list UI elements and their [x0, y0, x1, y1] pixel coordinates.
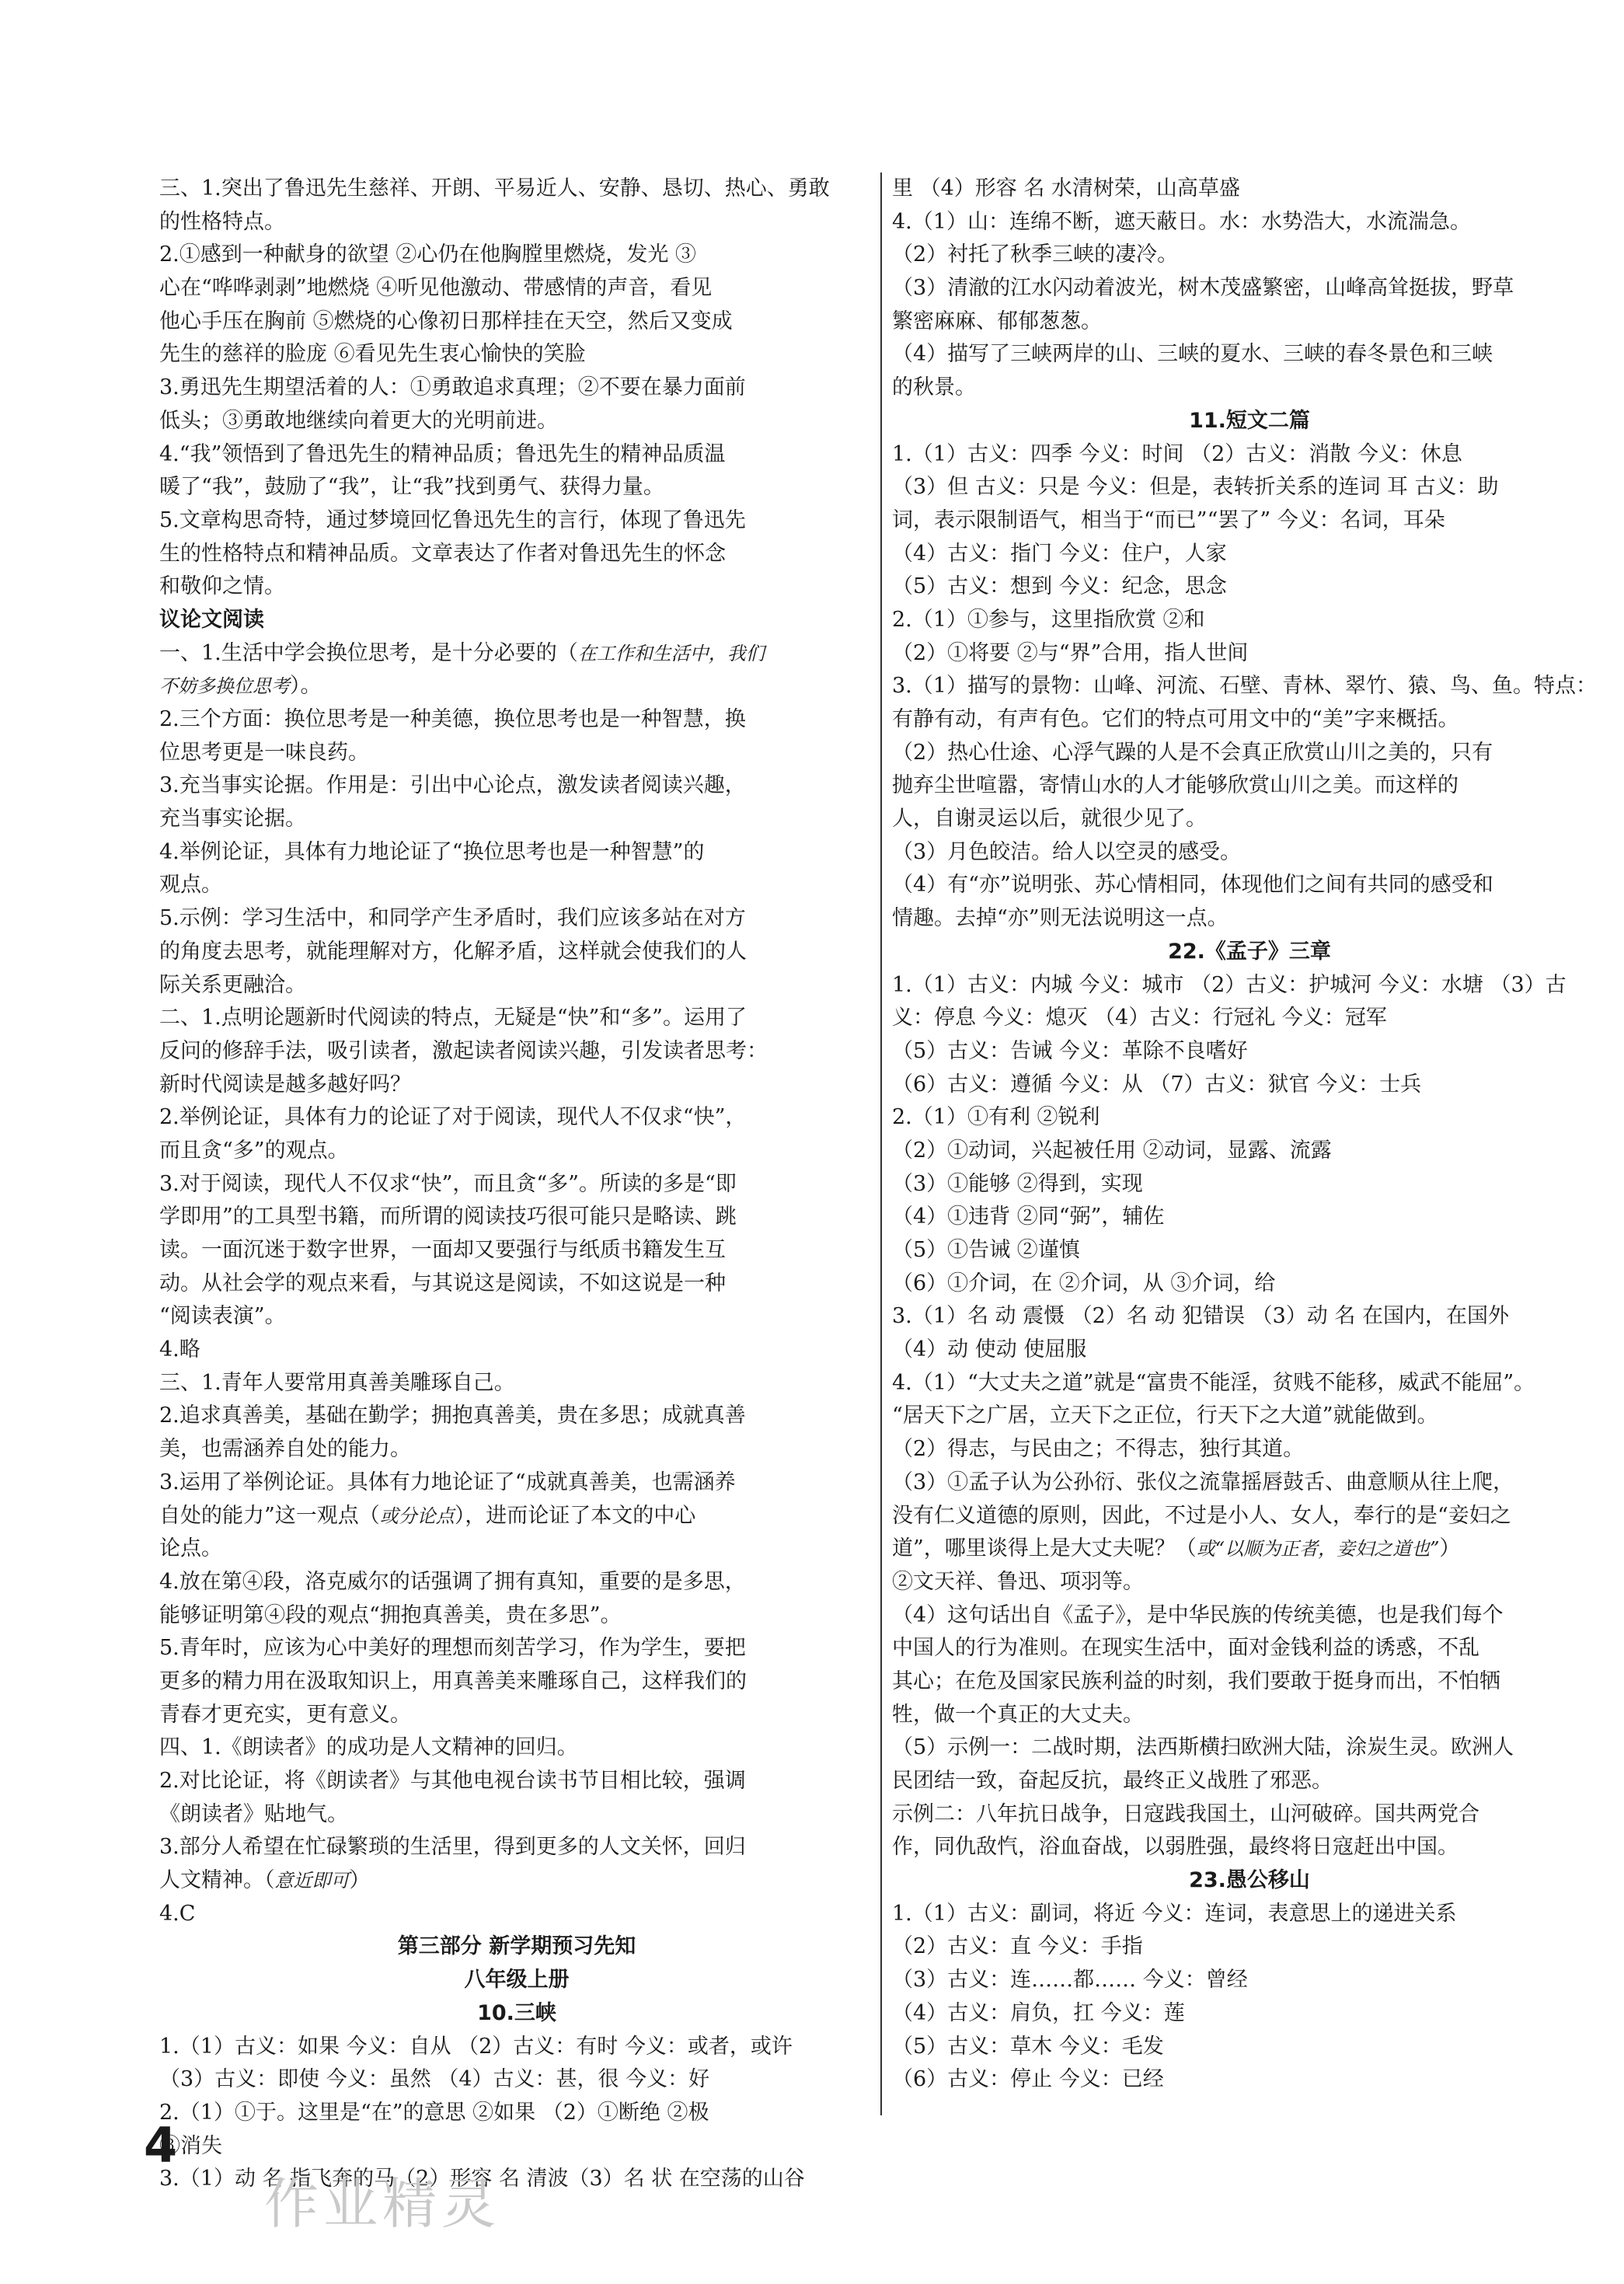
line-text: （6）古义：遵循 今义：从 （7）古义：狱官 今义：士兵	[892, 1072, 1422, 1097]
answer-line	[159, 1201, 874, 1234]
left-column	[159, 173, 874, 2196]
answer-line	[892, 969, 1607, 1003]
line-text: 的性格特点。	[159, 209, 285, 234]
line-text: ②文天祥、鲁迅、项羽等。	[892, 1569, 1144, 1594]
answer-line	[159, 1864, 874, 1898]
line-text: （6）①介词，在 ②介词，从 ③介词，给	[892, 1271, 1276, 1295]
line-text: （2）古义：直 今义：手指	[892, 1934, 1143, 1959]
answer-line	[159, 371, 874, 405]
line-text-after: ）。	[290, 674, 322, 699]
answer-line	[159, 2130, 874, 2164]
line-text: 自处的能力”这一观点（	[159, 1503, 380, 1528]
answer-line	[892, 737, 1607, 770]
answer-line	[159, 737, 874, 770]
answer-line	[159, 338, 874, 371]
line-text: 3.勇迅先生期望活着的人：①勇敢追求真理；②不要在暴力面前	[159, 375, 746, 400]
answer-line	[159, 1300, 874, 1334]
answer-line	[892, 1135, 1607, 1168]
line-text: 22.《孟子》三章	[1168, 939, 1331, 964]
line-text: 人，自谢灵运以后，就很少见了。	[892, 807, 1207, 832]
line-text: 和敬仰之情。	[159, 574, 285, 599]
answer-line	[159, 305, 874, 339]
answer-line	[159, 1035, 874, 1069]
line-text: 3.（1）名 动 震慑 （2）名 动 犯错误 （3）动 名 在国内，在国外	[892, 1304, 1509, 1329]
page-number: 4	[144, 2117, 178, 2174]
line-text: 二、1.点明论题新时代阅读的特点，无疑是“快”和“多”。运用了	[159, 1006, 747, 1030]
line-text: 4.举例论证，具体有力地论证了“换位思考也是一种智慧”的	[159, 839, 705, 864]
line-text: 繁密麻麻、郁郁葱葱。	[892, 309, 1102, 333]
line-text: （3）①能够 ②得到，实现	[892, 1171, 1143, 1196]
line-text: 中国人的行为准则。在现实生活中，面对金钱利益的诱惑，不乱	[892, 1636, 1479, 1661]
line-text: 而且贪“多”的观点。	[159, 1138, 349, 1163]
answer-line	[159, 2097, 874, 2130]
line-text: （2）①动词，兴起被任用 ②动词，显露、流露	[892, 1138, 1332, 1163]
line-text: 3.部分人希望在忙碌繁琐的生活里，得到更多的人文关怀，回归	[159, 1835, 746, 1860]
answer-line	[159, 1898, 874, 1931]
line-text: 四、1.《朗读者》的成功是人文精神的回归。	[159, 1735, 578, 1760]
answer-line	[892, 239, 1607, 272]
answer-line	[159, 1367, 874, 1400]
line-text: （4）动 使动 使屈服	[892, 1337, 1087, 1362]
line-text: 4.（1）“大丈夫之道”就是“富贵不能淫，贫贱不能移，威武不能屈”。	[892, 1370, 1535, 1395]
answer-line	[892, 1632, 1607, 1665]
answer-line	[892, 1466, 1607, 1500]
line-text: （2）得志，与民由之；不得志，独行其道。	[892, 1437, 1305, 1462]
answer-line	[159, 272, 874, 305]
line-text: 有静有动，有声有色。它们的特点可用文中的“美”字来概括。	[892, 707, 1459, 731]
line-text: （2）衬托了秋季三峡的凄冷。	[892, 242, 1179, 267]
line-text: 3.（1）描写的景物：山峰、河流、石壁、青林、翠竹、猿、鸟、鱼。特点：	[892, 674, 1597, 699]
line-text: “阅读表演”。	[159, 1304, 286, 1329]
answer-line	[892, 338, 1607, 371]
section-heading	[159, 604, 874, 637]
answer-line	[892, 703, 1607, 737]
answer-line	[892, 504, 1607, 538]
line-text: 际关系更融洽。	[159, 972, 306, 997]
answer-line	[159, 2063, 874, 2097]
answer-line	[892, 1002, 1607, 1035]
line-text: （4）描写了三峡两岸的山、三峡的夏水、三峡的春冬景色和三峡	[892, 342, 1493, 367]
answer-line	[159, 1135, 874, 1168]
line-text: 三、1.突出了鲁迅先生慈祥、开朗、平易近人、安静、恳切、热心、勇敢	[159, 176, 830, 201]
answer-line	[892, 1699, 1607, 1732]
line-text: 4.“我”领悟到了鲁迅先生的精神品质；鲁迅先生的精神品质温	[159, 441, 726, 466]
line-text: （4）有“亦”说明张、苏心情相同，体现他们之间有共同的感受和	[892, 873, 1493, 898]
line-text: 2.（1）①于。这里是“在”的意思 ②如果 （2）①断绝 ②极	[159, 2100, 709, 2125]
section-heading	[892, 1864, 1607, 1898]
answer-line	[159, 1069, 874, 1102]
line-text: 抛弃尘世喧嚣，寄情山水的人才能够欣赏山川之美。而这样的	[892, 773, 1458, 798]
line-text: 3.对于阅读，现代人不仅求“快”，而且贪“多”。所读的多是“即	[159, 1171, 737, 1196]
line-text: （6）古义：停止 今义：已经	[892, 2067, 1164, 2092]
line-text: （3）古义：连……都…… 今义：曾经	[892, 1968, 1248, 1993]
answer-line	[892, 1964, 1607, 1997]
line-text: 观点。	[159, 873, 222, 898]
line-text: 3.（1）动 名 指飞奔的马（2）形容 名 清波（3）名 状 在空荡的山谷	[159, 2167, 805, 2192]
line-text: 2.（1）①参与，这里指欣赏 ②和	[892, 607, 1205, 632]
line-note: 在工作和生活中，我们	[577, 642, 765, 664]
line-note: 意近即可	[274, 1870, 350, 1892]
line-text: （4）这句话出自《孟子》，是中华民族的传统美德，也是我们每个	[892, 1602, 1504, 1627]
line-text: 美，也需涵养自处的能力。	[159, 1437, 411, 1462]
answer-line	[892, 1798, 1607, 1832]
answer-line	[159, 538, 874, 571]
line-text: “居天下之广居，立天下之正位，行天下之大道”就能做到。	[892, 1404, 1438, 1428]
line-note: 或分论点	[379, 1505, 455, 1527]
line-text: 论点。	[159, 1536, 222, 1561]
line-text: 其心；在危及国家民族利益的时刻，我们要敢于挺身而出，不怕牺	[892, 1669, 1500, 1693]
answer-line	[892, 1268, 1607, 1301]
answer-line	[159, 803, 874, 836]
answer-line	[159, 1500, 874, 1533]
watermark: 作业精灵	[264, 2172, 500, 2236]
answer-line	[159, 1002, 874, 1035]
line-text: 23.愚公移山	[1189, 1868, 1310, 1893]
line-text: 人文精神。（	[159, 1868, 275, 1893]
answer-line	[159, 1101, 874, 1135]
answer-line	[892, 803, 1607, 836]
line-text: 3.充当事实论据。作用是：引出中心论点，激发读者阅读兴趣，	[159, 773, 746, 798]
answer-line	[159, 902, 874, 936]
line-text: （5）古义：告诫 今义：革除不良嗜好	[892, 1038, 1248, 1063]
line-text: 情趣。去掉“亦”则无法说明这一点。	[892, 906, 1228, 931]
answer-line	[892, 1433, 1607, 1466]
answer-line	[892, 1367, 1607, 1400]
line-text: 1.（1）古义：如果 今义：自从 （2）古义：有时 今义：或者，或许	[159, 2034, 793, 2059]
answer-line	[892, 1234, 1607, 1268]
answer-line	[159, 703, 874, 737]
line-text: 反问的修辞手法，吸引读者，激起读者阅读兴趣，引发读者思考：	[159, 1038, 768, 1063]
answer-line	[892, 1400, 1607, 1433]
answer-line	[159, 1665, 874, 1699]
line-text: 没有仁义道德的原则，因此，不过是小人、女人，奉行的是“妾妇之	[892, 1503, 1511, 1528]
answer-line	[159, 670, 874, 703]
line-text: （3）①孟子认为公孙衍、张仪之流靠摇唇鼓舌、曲意顺从往上爬，	[892, 1470, 1514, 1494]
answer-line	[892, 272, 1607, 305]
answer-line	[892, 902, 1607, 936]
line-text: 一、1.生活中学会换位思考，是十分必要的（	[159, 640, 578, 665]
right-column	[892, 173, 1607, 2097]
line-text: 2.①感到一种献身的欲望 ②心仍在他胸膛里燃烧，发光 ③	[159, 242, 696, 267]
answer-line	[892, 1599, 1607, 1633]
section-heading	[892, 405, 1607, 438]
answer-line	[892, 371, 1607, 405]
line-text: 能够证明第④段的观点“拥抱真善美，贵在多思”。	[159, 1602, 622, 1627]
line-text: 三、1.青年人要常用真善美雕琢自己。	[159, 1370, 515, 1395]
line-note: 或“以顺为正者，妾妇之道也”	[1196, 1538, 1440, 1560]
answer-line	[892, 1731, 1607, 1765]
answer-line	[892, 1665, 1607, 1699]
line-text-after: ）	[1439, 1536, 1461, 1561]
line-text-after: ）	[349, 1868, 371, 1893]
line-text: ③消失	[159, 2133, 222, 2158]
line-text: 动。从社会学的观点来看，与其说这是阅读，不如这说是一种	[159, 1271, 726, 1295]
line-text: 先生的慈祥的脸庞 ⑥看见先生衷心愉快的笑脸	[159, 342, 586, 367]
line-text: 心在“哗哗剥剥”地燃烧 ④听见他激动、带感情的声音，看见	[159, 276, 713, 301]
line-note: 不妨多换位思考	[159, 675, 290, 698]
line-text: 10.三峡	[477, 2000, 556, 2025]
answer-line	[159, 173, 874, 206]
answer-line	[892, 1334, 1607, 1367]
column-divider	[880, 173, 882, 2115]
answer-line	[892, 836, 1607, 870]
line-text: 4.C	[159, 1901, 196, 1926]
line-text: （4）古义：肩负，扛 今义：莲	[892, 2000, 1185, 2025]
line-text: 1.（1）古义：四季 今义：时间 （2）古义：消散 今义：休息	[892, 441, 1462, 466]
answer-line	[159, 1599, 874, 1633]
line-text: 示例二：八年抗日战争，日寇践我国土，山河破碎。国共两党合	[892, 1801, 1479, 1826]
answer-line	[892, 1035, 1607, 1069]
answer-line	[892, 637, 1607, 671]
answer-line	[892, 305, 1607, 339]
line-text: （3）月色皎洁。给人以空灵的感受。	[892, 839, 1242, 864]
answer-line	[159, 1268, 874, 1301]
answer-line	[892, 1101, 1607, 1135]
line-text: 八年级上册	[464, 1968, 570, 1993]
answer-line	[159, 1731, 874, 1765]
line-text: 更多的精力用在汲取知识上，用真善美来雕琢自己，这样我们的	[159, 1669, 747, 1693]
answer-line	[892, 1898, 1607, 1931]
line-text: 2.对比论证，将《朗读者》与其他电视台读书节目相比较，强调	[159, 1769, 746, 1793]
answer-line	[159, 239, 874, 272]
answer-line	[892, 1069, 1607, 1102]
line-text: 2.（1）①有利 ②锐利	[892, 1105, 1100, 1130]
answer-line	[892, 1997, 1607, 2031]
line-text: （2）热心仕途、心浮气躁的人是不会真正欣赏山川之美的，只有	[892, 740, 1493, 765]
line-text: 5.示例：学习生活中，和同学产生矛盾时，我们应该多站在对方	[159, 906, 746, 931]
line-text: 作，同仇敌忾，浴血奋战，以弱胜强，最终将日寇赶出中国。	[892, 1835, 1458, 1860]
answer-line	[159, 1533, 874, 1566]
answer-line	[892, 1831, 1607, 1864]
answer-line	[159, 836, 874, 870]
answer-line	[159, 1400, 874, 1433]
answer-line	[892, 670, 1607, 703]
line-text: （5）示例一：二战时期，法西斯横扫欧洲大陆，涂炭生灵。欧洲人	[892, 1735, 1514, 1760]
line-text: 议论文阅读	[159, 607, 264, 632]
answer-line	[892, 1300, 1607, 1334]
answer-line	[892, 570, 1607, 604]
answer-line	[159, 1632, 874, 1665]
line-text: 暖了“我”，鼓励了“我”，让“我”找到勇气、获得力量。	[159, 475, 664, 500]
answer-line	[159, 1798, 874, 1832]
answer-line	[892, 869, 1607, 902]
section-heading	[159, 1997, 874, 2031]
line-text: 词，表示限制语气，相当于“而已”“罢了” 今义：名词，耳朵	[892, 507, 1445, 532]
answer-line	[159, 969, 874, 1003]
line-text: （4）①违背 ②同“弼”，辅佐	[892, 1205, 1165, 1229]
line-text: 5.青年时，应该为心中美好的理想而刻苦学习，作为学生，要把	[159, 1636, 746, 1661]
answer-line	[159, 1566, 874, 1599]
answer-line	[159, 206, 874, 239]
answer-line	[892, 1765, 1607, 1798]
answer-line	[892, 1201, 1607, 1234]
line-text: 位思考更是一味良药。	[159, 740, 369, 765]
answer-line	[892, 769, 1607, 803]
line-text: 11.短文二篇	[1189, 408, 1310, 433]
answer-line	[892, 2063, 1607, 2097]
line-text: 2.三个方面：换位思考是一种美德，换位思考也是一种智慧，换	[159, 707, 746, 731]
answer-line	[892, 604, 1607, 637]
answer-line	[892, 1168, 1607, 1201]
answer-line	[892, 1533, 1607, 1566]
answer-line	[159, 405, 874, 438]
answer-line	[892, 471, 1607, 504]
line-text: 新时代阅读是越多越好吗？	[159, 1072, 411, 1097]
section-heading	[159, 1964, 874, 1997]
answer-line	[892, 538, 1607, 571]
answer-line	[159, 936, 874, 969]
answer-line	[159, 570, 874, 604]
answer-line	[159, 1765, 874, 1798]
line-text: （5）古义：草木 今义：毛发	[892, 2034, 1164, 2059]
line-text: 学即用”的工具型书籍，而所谓的阅读技巧很可能只是略读、跳	[159, 1205, 737, 1229]
answer-line	[892, 1566, 1607, 1599]
answer-line	[892, 2031, 1607, 2064]
answer-line	[892, 173, 1607, 206]
answer-line	[159, 438, 874, 472]
answer-line	[159, 1466, 874, 1500]
line-text: 民团结一致，奋起反抗，最终正义战胜了邪恶。	[892, 1769, 1333, 1793]
line-text: 5.文章构思奇特，通过梦境回忆鲁迅先生的言行，体现了鲁迅先	[159, 507, 746, 532]
line-text: （5）古义：想到 今义：纪念，思念	[892, 574, 1227, 599]
line-text: （5）①告诫 ②谨慎	[892, 1238, 1080, 1262]
line-text: 低头；③勇敢地继续向着更大的光明前进。	[159, 408, 558, 433]
line-text: （3）古义：即使 今义：虽然 （4）古义：甚，很 今义：好	[159, 2067, 710, 2092]
answer-line	[159, 471, 874, 504]
line-text: 的角度去思考，就能理解对方，化解矛盾，这样就会使我们的人	[159, 939, 747, 964]
line-text: 读。一面沉迷于数字世界，一面却又要强行与纸质书籍发生互	[159, 1238, 726, 1262]
line-text: 2.举例论证，具体有力的论证了对于阅读，现代人不仅求“快”，	[159, 1105, 747, 1130]
line-text: （3）清澈的江水闪动着波光，树木茂盛繁密，山峰高耸挺拔，野草	[892, 276, 1514, 301]
line-text: （3）但 古义：只是 今义：但是，表转折关系的连词 耳 古义：助	[892, 475, 1499, 500]
answer-line	[159, 1831, 874, 1864]
answer-line	[159, 1433, 874, 1466]
answer-line	[892, 438, 1607, 472]
line-text: 充当事实论据。	[159, 807, 306, 832]
line-text: 他心手压在胸前 ⑤燃烧的心像初日那样挂在天空，然后又变成	[159, 309, 733, 333]
section-heading	[159, 1930, 874, 1964]
answer-line	[892, 206, 1607, 239]
answer-line	[159, 1168, 874, 1201]
answer-line	[892, 1930, 1607, 1964]
line-text: 生的性格特点和精神品质。文章表达了作者对鲁迅先生的怀念	[159, 541, 726, 566]
line-text: 《朗读者》贴地气。	[159, 1801, 348, 1826]
answer-line	[159, 1699, 874, 1732]
line-text: （4）古义：指门 今义：住户，人家	[892, 541, 1227, 566]
line-text: 1.（1）古义：内城 今义：城市 （2）古义：护城河 今义：水塘 （3）古	[892, 972, 1566, 997]
line-text: 义：停息 今义：熄灭 （4）古义：行冠礼 今义：冠军	[892, 1006, 1387, 1030]
line-text: 青春才更充实，更有意义。	[159, 1702, 411, 1727]
answer-line	[159, 1334, 874, 1367]
answer-line	[159, 769, 874, 803]
line-text: 牲，做一个真正的大丈夫。	[892, 1702, 1144, 1727]
line-text: 的秋景。	[892, 375, 976, 400]
line-text: 4.（1）山：连绵不断，遮天蔽日。水：水势浩大，水流湍急。	[892, 209, 1471, 234]
line-text: （2）①将要 ②与“界”合用，指人世间	[892, 640, 1249, 665]
section-heading	[892, 936, 1607, 969]
answer-line	[159, 1234, 874, 1268]
answer-line	[159, 2031, 874, 2064]
line-text: 4.放在第④段，洛克威尔的话强调了拥有真知，重要的是多思，	[159, 1569, 746, 1594]
line-text: 3.运用了举例论证。具体有力地论证了“成就真善美，也需涵养	[159, 1470, 736, 1494]
answer-line	[159, 637, 874, 671]
line-text-after: ），进而论证了本文的中心	[454, 1503, 696, 1528]
line-text: 1.（1）古义：副词，将近 今义：连词，表意思上的递进关系	[892, 1901, 1457, 1926]
line-text: 2.追求真善美，基础在勤学；拥抱真善美，贵在多思；成就真善	[159, 1404, 746, 1428]
answer-line	[892, 1500, 1607, 1533]
answer-line	[159, 504, 874, 538]
line-text: 道”，哪里谈得上是大丈夫呢？（	[892, 1536, 1197, 1561]
answer-line	[159, 869, 874, 902]
line-text: 里 （4）形容 名 水清树荣，山高草盛	[892, 176, 1240, 201]
line-text: 4.略	[159, 1337, 200, 1362]
line-text: 第三部分 新学期预习先知	[397, 1934, 636, 1959]
